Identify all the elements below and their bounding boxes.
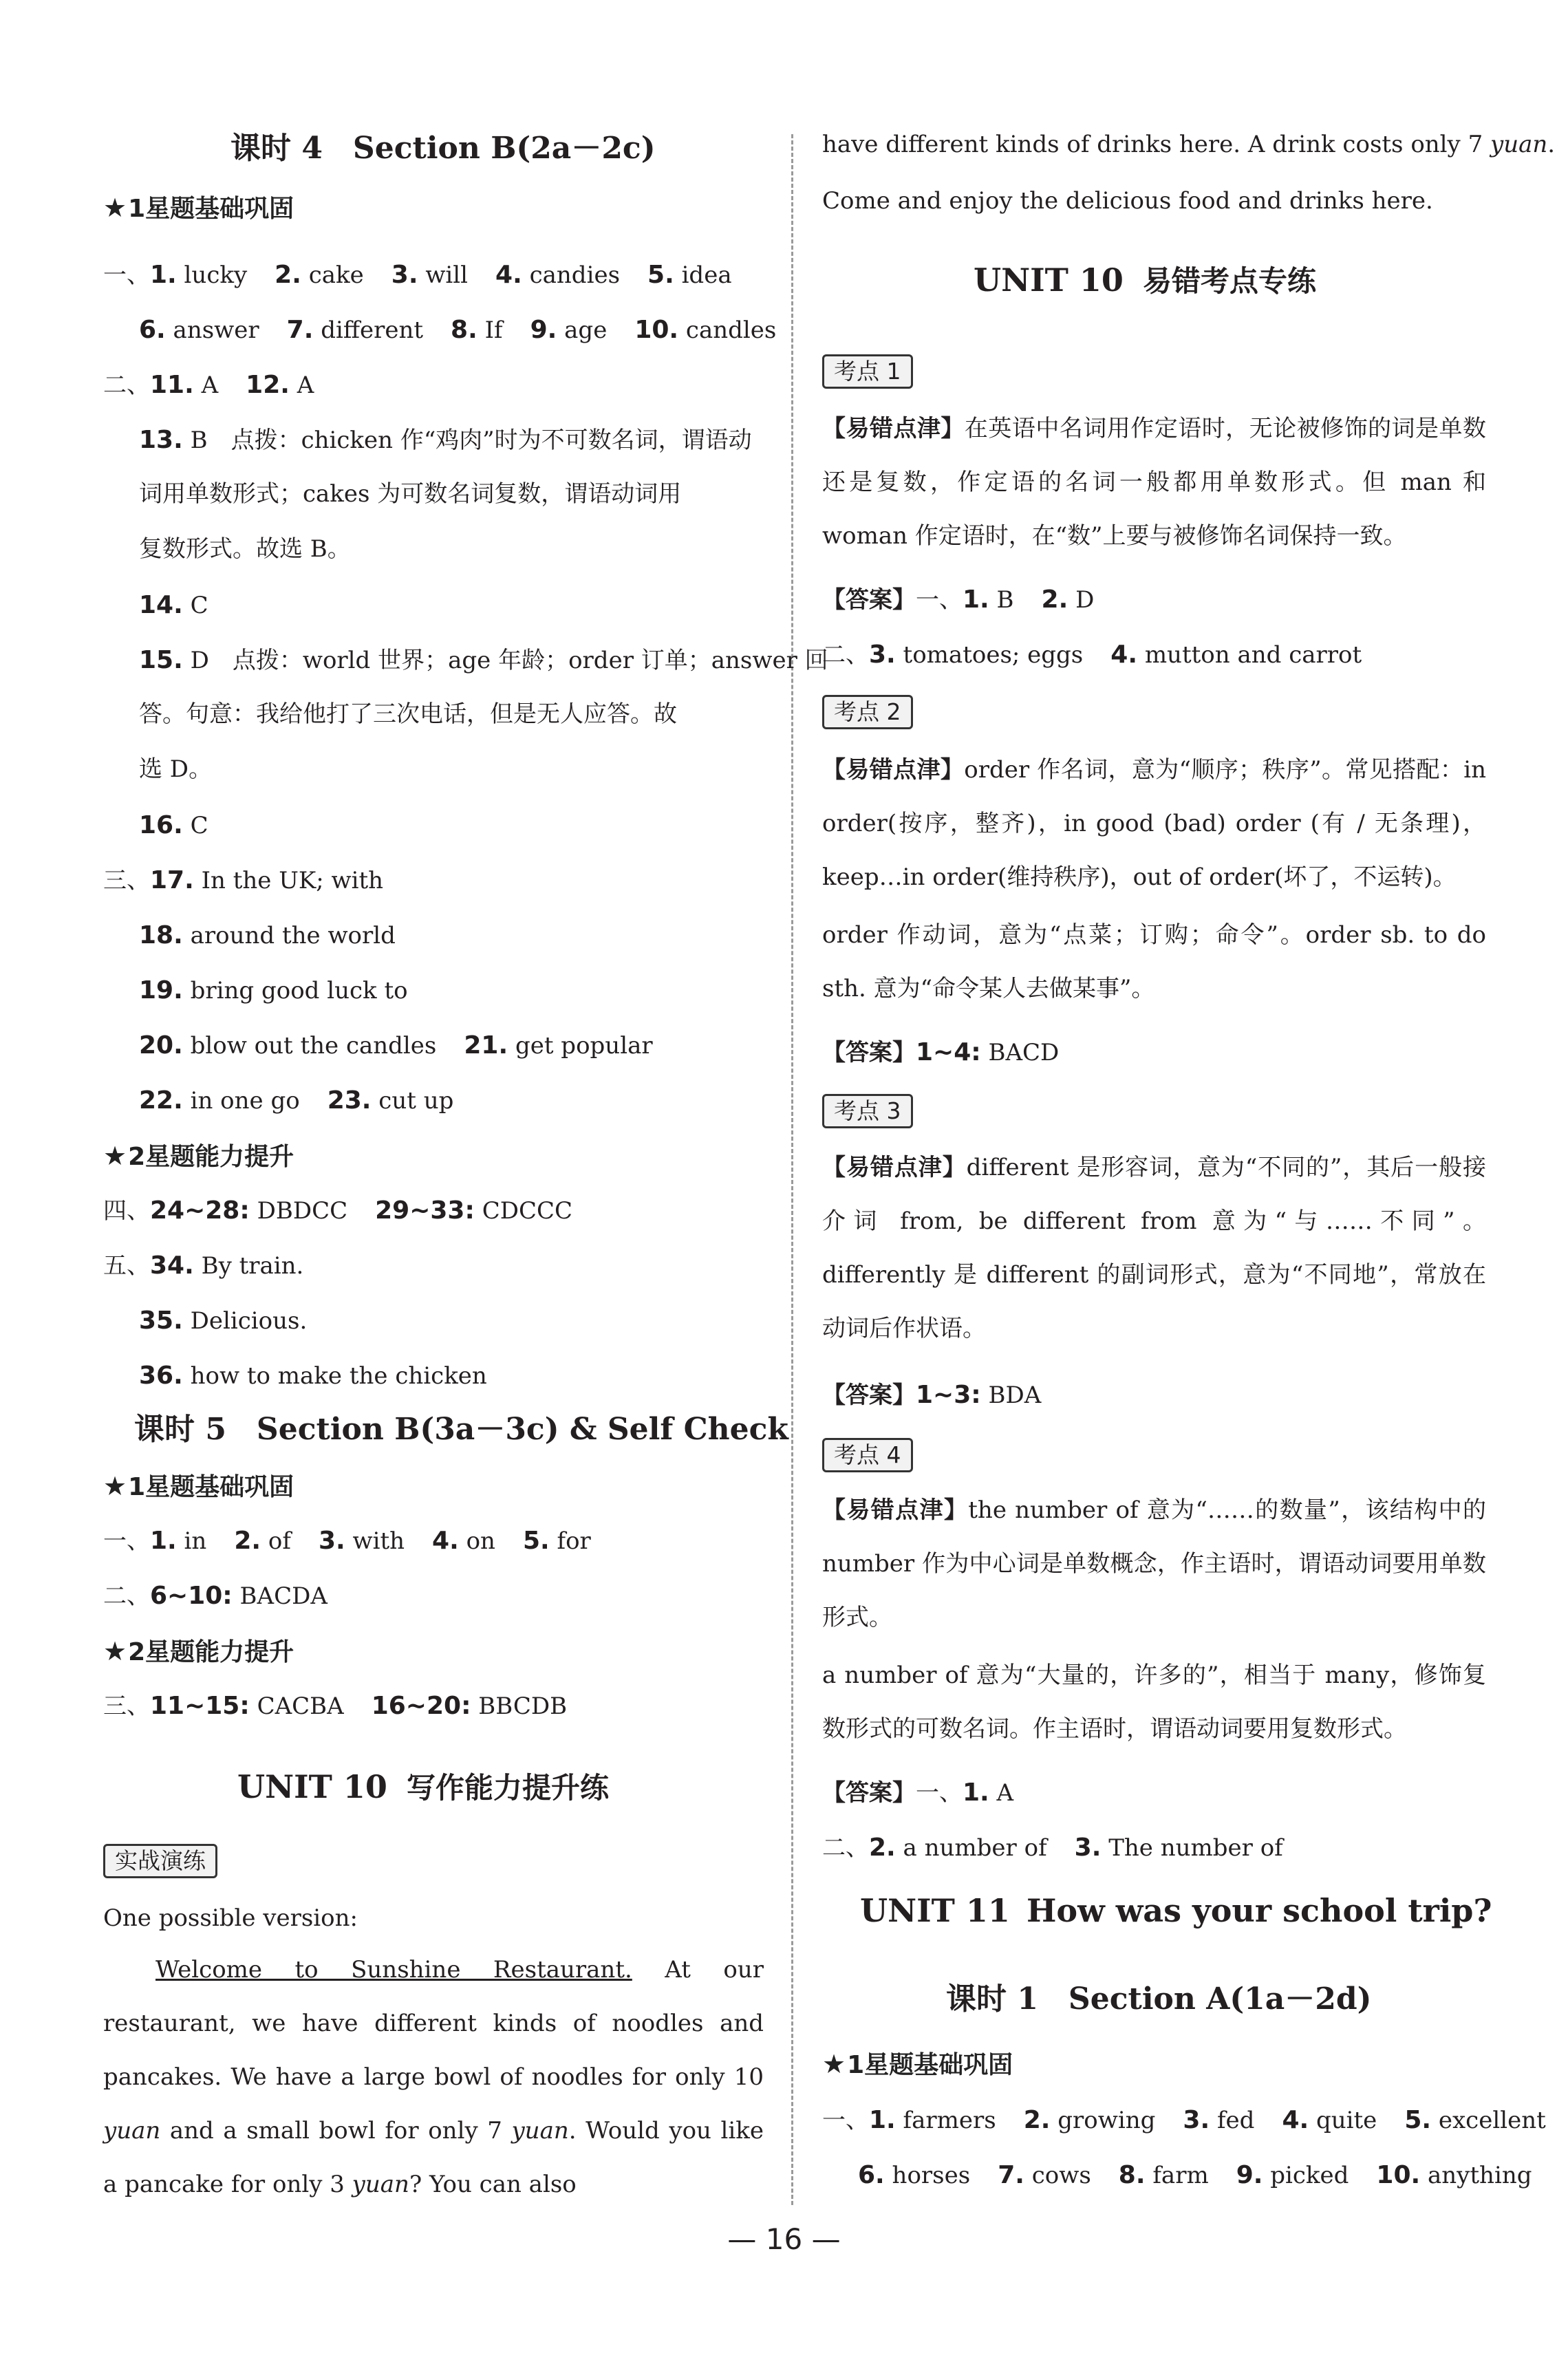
k1-box-label: 考点 1 [822, 354, 913, 389]
lesson4-q15-line1: 15. D 点拨：world 世界；age 年龄；order 订单；answer 回 [139, 646, 828, 674]
k4-box-label: 考点 4 [822, 1438, 913, 1472]
writing-box-label: 实战演练 [103, 1844, 217, 1878]
lesson5-star1-heading: ★1星题基础巩固 [103, 1471, 294, 1501]
writing-essay-cont-line1: have different kinds of drinks here. A drink costs only 7 yuan. [822, 131, 1556, 158]
lesson4-q18: 18. around the world [139, 921, 396, 949]
k4-tip: 【易错点津】the number of 意为“……的数量”，该结构中的 number 作为中心词是单数概念，作主语时，谓语动词要用单数形式。 [822, 1496, 1486, 1631]
k2-tip: 【易错点津】order 作名词，意为“顺序；秩序”。常见搭配：in order(按序，整齐)，in good (bad) order (有 / 无条理)，keep…in order(维持秩序)，out of order(坏了，不运转)。 [822, 756, 1487, 891]
writing-essay: Welcome to Sunshine Restaurant. At our restaurant, we have different kinds of noodles and pancakes. We have a large bowl of noodles for only 10 yuan and a small bowl for only 7 yuan. Would you like a pancake for only 3 yuan? You can also [103, 1956, 764, 2198]
lesson4-q13-line1: 13. B 点拨：chicken 作“鸡肉”时为不可数名词，谓语动 [139, 426, 752, 454]
lesson4-q15-line2: 答。句意：我给他打了三次电话，但是无人应答。故 [139, 700, 677, 728]
unit11-q6-10: 6. horses 7. cows 8. farm 9. picked 10. anything [858, 2161, 1532, 2189]
lesson4-q15-line3: 选 D。 [139, 755, 213, 783]
writing-unit-title: UNIT 10 写作能力提升练 [237, 1768, 609, 1805]
k2-tip2: order 作动词，意为“点菜；订购；命令”。order sb. to do sth. 意为“命令某人去做某事”。 [822, 921, 1486, 1002]
lesson4-q17: 三、17. In the UK; with [103, 866, 384, 894]
lesson4-q1-5: 一、1. lucky 2. cake 3. will 4. candies 5. idea [103, 261, 732, 289]
star-icon: ★ [103, 1471, 127, 1501]
lesson4-q36: 36. how to make the chicken [139, 1362, 487, 1390]
lesson5-star2-heading: ★2星题能力提升 [103, 1636, 294, 1666]
lesson4-star1-heading: ★1星题基础巩固 [103, 193, 294, 223]
star-icon: ★ [103, 1141, 127, 1171]
k1-answer1: 【答案】一、1. B 2. D [822, 585, 1095, 614]
k4-answer1: 【答案】一、1. A [822, 1779, 1014, 1807]
k2-answer: 【答案】1~4: BACD [822, 1038, 1060, 1066]
lesson4-q19: 19. bring good luck to [139, 976, 408, 1004]
star-icon: ★ [822, 2049, 846, 2079]
k4-answer2: 二、2. a number of 3. The number of [822, 1834, 1283, 1862]
column-divider [791, 134, 793, 2205]
unit10-title: UNIT 10 易错考点专练 [974, 261, 1316, 299]
lesson4-title: 课时 4 Section B(2a－2c) [230, 131, 656, 166]
k3-box-label: 考点 3 [822, 1094, 913, 1128]
lesson5-q6-10: 二、6~10: BACDA [103, 1582, 327, 1610]
k1-answer2: 二、3. tomatoes; eggs 4. mutton and carrot [822, 641, 1362, 669]
lesson4-star2-heading: ★2星题能力提升 [103, 1141, 294, 1171]
lesson5-q1-5: 一、1. in 2. of 3. with 4. on 5. for [103, 1527, 591, 1555]
k4-tip2: a number of 意为“大量的，许多的”，相当于 many，修饰复数形式的可数名词。作主语时，谓语动词要用复数形式。 [822, 1662, 1486, 1743]
unit11-lesson1-title: 课时 1 Section A(1a－2d) [946, 1981, 1372, 2017]
lesson4-q35: 35. Delicious. [139, 1307, 308, 1335]
lesson4-q24-33: 四、24~28: DBDCC 29~33: CDCCC [103, 1196, 573, 1225]
k1-tip: 【易错点津】在英语中名词用作定语时，无论被修饰的词是单数还是复数，作定语的名词一般都用单数形式。但 man 和 woman 作定语时，在“数”上要与被修饰名词保持一致。 [822, 415, 1487, 550]
star-icon: ★ [103, 1636, 127, 1666]
k3-tip: 【易错点津】different 是形容词，意为“不同的”，其后一般接介词 from, be different from 意为“与……不同”。differently 是 different 的副词形式，意为“不同地”，常放在动词后作状语。 [822, 1154, 1487, 1342]
lesson4-q13-line2: 词用单数形式；cakes 为可数名词复数，谓语动词用 [139, 480, 682, 508]
unit11-q1-5: 一、1. farmers 2. growing 3. fed 4. quite 5. excellent [822, 2106, 1546, 2134]
lesson4-q6-10: 6. answer 7. different 8. If 9. age 10. candles [139, 316, 777, 344]
lesson5-title: 课时 5 Section B(3a－3c) & Self Check [134, 1412, 788, 1447]
lesson4-q16: 16. C [139, 811, 208, 839]
lesson4-q14: 14. C [139, 591, 208, 619]
star-icon: ★ [103, 193, 127, 223]
lesson4-q11-12: 二、11. A 12. A [103, 371, 314, 399]
unit11-title: UNIT 11 How was your school trip? [860, 1892, 1492, 1929]
unit11-star1-heading: ★1星题基础巩固 [822, 2049, 1013, 2079]
lesson4-q22-23: 22. in one go 23. cut up [139, 1086, 454, 1115]
writing-intro: One possible version: [103, 1904, 358, 1932]
lesson4-q20-21: 20. blow out the candles 21. get popular [139, 1031, 653, 1060]
lesson4-q34: 五、34. By train. [103, 1251, 304, 1280]
k2-box-label: 考点 2 [822, 695, 913, 729]
k3-answer: 【答案】1~3: BDA [822, 1381, 1042, 1409]
lesson5-q11-20: 三、11~15: CACBA 16~20: BBCDB [103, 1692, 568, 1720]
page-number: — 16 — [727, 2222, 841, 2256]
writing-essay-cont-line2: Come and enjoy the delicious food and drinks here. [822, 187, 1433, 215]
lesson4-q13-line3: 复数形式。故选 B。 [139, 535, 351, 563]
